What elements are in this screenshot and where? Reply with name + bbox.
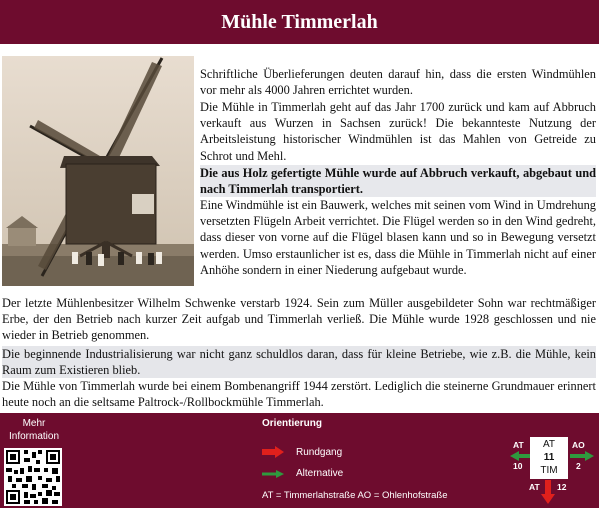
station-code: TIM [540,465,558,476]
legend-abbreviations: AT = Timmerlahstraße AO = Ohlenhofstraße [262,490,448,501]
more-information-label [4,417,64,443]
nav-bottom-number: 12 [557,482,567,492]
down-red-arrow-icon[interactable] [541,480,555,504]
paragraph-destruction: Die Mühle von Timmerlah wurde bei einem Bombenangriff 1944 zerstört. Lediglich die steinerne Grundmauer erinnert heute noch an die seltsame Paltrock-/Rollbockmühle Timmerlah. [2,379,596,410]
current-station-box [530,437,568,479]
nav-bottom-code: AT [529,482,540,492]
paragraph-transport: Die aus Holz gefertigte Mühle wurde auf Abbruch verkauft, abgebaut und nach Timmerlah transportiert. [200,166,596,197]
windmill-photo [2,56,194,286]
navigation-marker [510,413,599,508]
nav-left-number: 10 [513,461,523,471]
nav-left-code: AT [513,440,524,450]
legend-alternative-label: Alternative [296,468,344,479]
station-road-code: AT [542,439,556,450]
more-line-2: Information [8,431,60,442]
page-title: Mühle Timmerlah [221,11,378,33]
paragraph-intro: Schriftliche Überlieferungen deuten darauf hin, dass die ersten Windmühlen vor mehr als 4000 Jahren errichtet wurden. [200,67,596,98]
left-green-arrow-icon[interactable] [510,451,532,461]
legend-rundgang-label: Rundgang [296,446,343,458]
footer-bar [0,413,599,508]
legend-rundgang [262,446,342,458]
green-arrow-icon [262,470,284,478]
paragraph-owner: Der letzte Mühlenbesitzer Wilhelm Schwenke verstarb 1924. Sein zum Müller ausgebildeter Sohn war rechtmäßiger Erbe, der den Betrieb nach kurzer Zeit aufgab und Timmerlah verließ. Die Mühle wurde 1928 geschlossen und nie wieder in Betrieb genommen. [2,296,596,343]
station-number: 11 [543,452,555,463]
nav-right-code: AO [572,440,585,450]
paragraph-function: Eine Windmühle ist ein Bauwerk, welches mit seinen vom Wind in Umdrehung versetzten Flügeln Arbeit verrichtet. Die Flügel werden so in den Wind gedreht, dass dieser von vorne auf die Flügel blasen kann und so in Bewegung versetzt werden. Umso erstaunlicher ist es, dass die Mühle in Timmerlah nicht auf einer Anhöhe sondern in einer Niederung aufgebaut wurde. [200,198,596,277]
paragraph-industrialization: Die beginnende Industrialisierung war nicht ganz schuldlos daran, dass für kleine Betriebe, wie z.B. die Mühle, kein Raum zum Existieren blieb. [2,347,596,378]
more-line-1: Mehr [22,418,46,429]
right-green-arrow-icon[interactable] [570,451,594,461]
qr-code[interactable] [4,448,62,506]
paragraph-history: Die Mühle in Timmerlah geht auf das Jahr 1700 zurück und kam auf Abbruch verkauft aus Wurzen in Sachsen zurück! Die bekannteste Nutzung der Arbeitsleistung historischer Windmühlen ist das Mahlen von Getreide zu Schrot und Mehl. [200,100,596,163]
header-bar [0,0,599,44]
legend-alternative [262,468,343,479]
nav-right-number: 2 [576,461,581,471]
orientation-title: Orientierung [262,418,323,429]
red-arrow-icon [262,446,284,458]
